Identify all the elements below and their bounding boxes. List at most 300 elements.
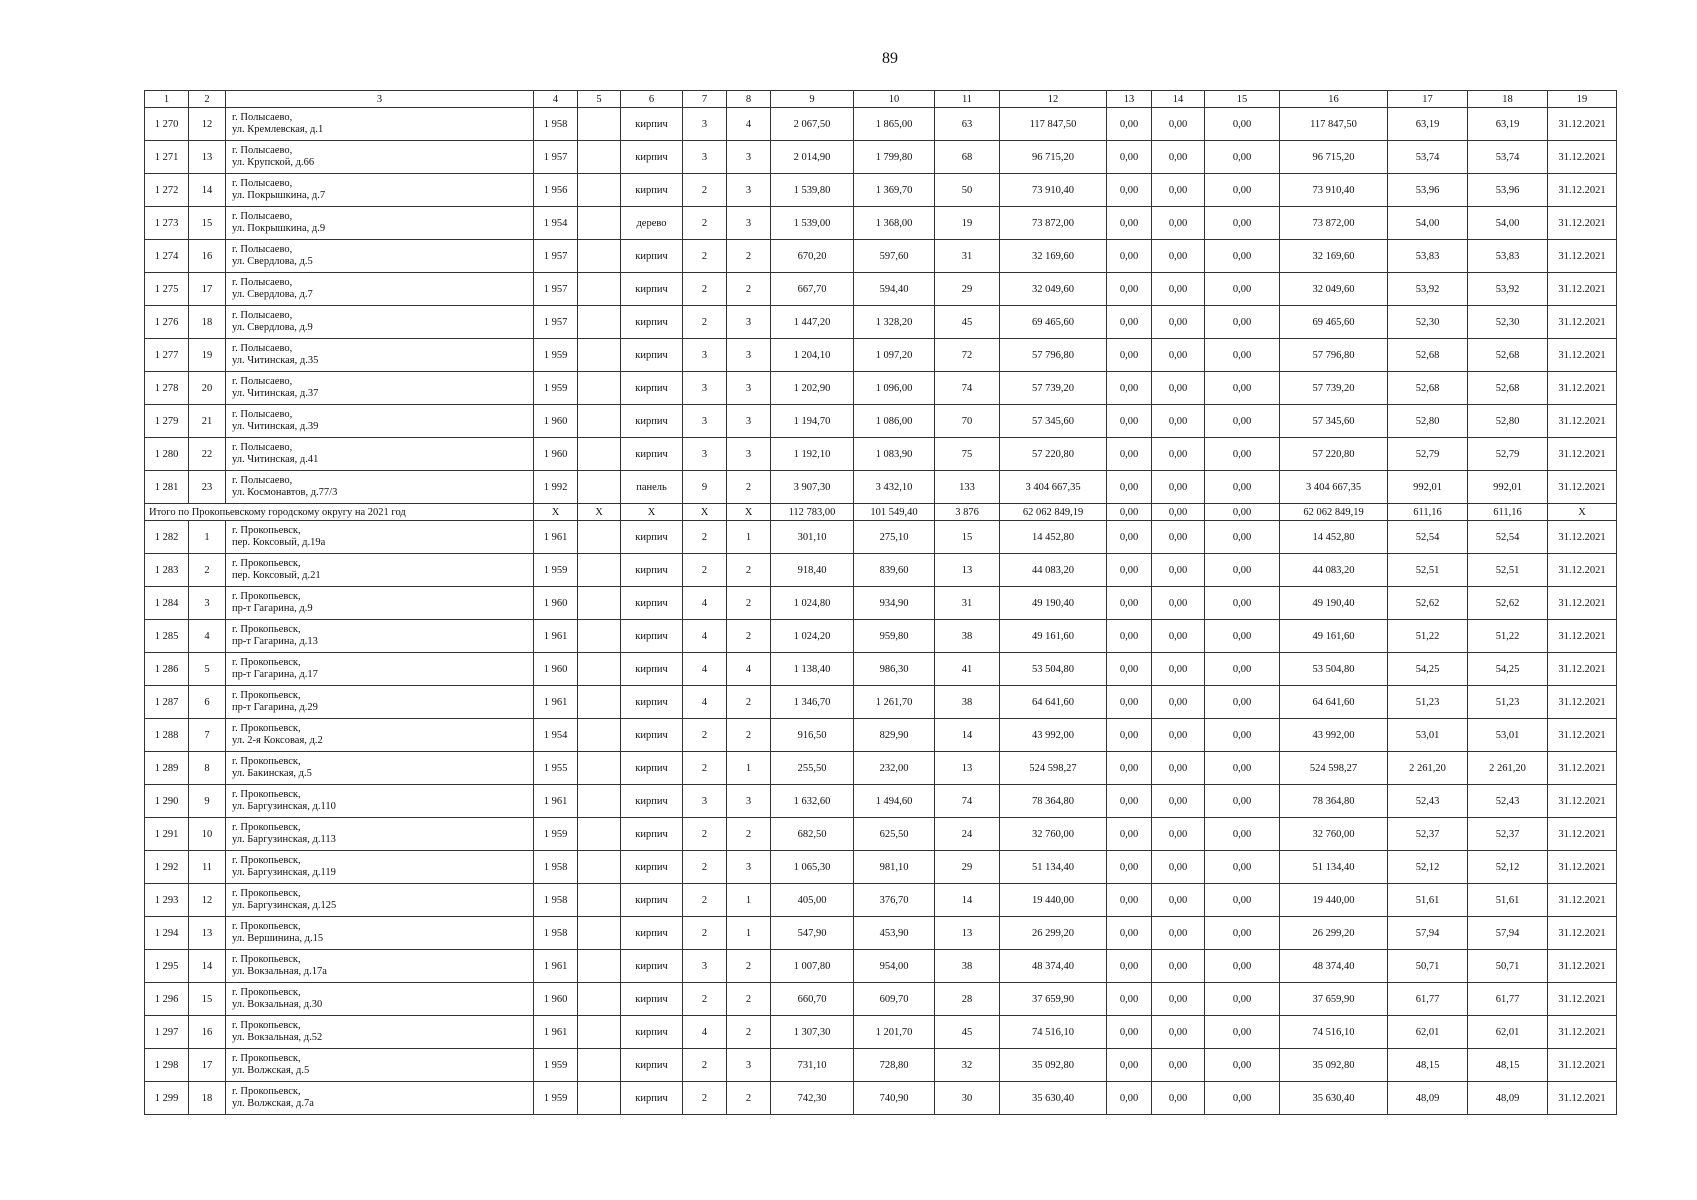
cell-c11: 19 — [935, 207, 1000, 240]
cell-c7: 2 — [683, 884, 727, 917]
cell-c18: 2 261,20 — [1468, 752, 1548, 785]
address-city: г. Полысаево, — [232, 211, 293, 222]
cell-c1: 1 286 — [145, 653, 189, 686]
table-row — [145, 306, 1617, 339]
address-city: г. Полысаево, — [232, 475, 293, 486]
cell-c13: 0,00 — [1107, 108, 1152, 141]
total-cell-c6: X — [621, 504, 683, 521]
cell-c11: 32 — [935, 1049, 1000, 1082]
cell-c13: 0,00 — [1107, 339, 1152, 372]
cell-c14: 0,00 — [1152, 372, 1205, 405]
cell-c4: 1 961 — [534, 620, 578, 653]
cell-c4: 1 959 — [534, 372, 578, 405]
table-row — [145, 405, 1617, 438]
cell-c7: 2 — [683, 240, 727, 273]
address-street: пр-т Гагарина, д.13 — [232, 636, 318, 647]
address-city: г. Прокопьевск, — [232, 624, 301, 635]
cell-c14: 0,00 — [1152, 719, 1205, 752]
cell-c13: 0,00 — [1107, 141, 1152, 174]
cell-c16: 117 847,50 — [1280, 108, 1388, 141]
cell-c1: 1 276 — [145, 306, 189, 339]
cell-c12: 73 872,00 — [1000, 207, 1107, 240]
cell-c13: 0,00 — [1107, 372, 1152, 405]
cell-address — [226, 471, 534, 504]
cell-c10: 986,30 — [854, 653, 935, 686]
cell-c9: 301,10 — [771, 521, 854, 554]
cell-c4: 1 958 — [534, 917, 578, 950]
cell-c2: 18 — [189, 1082, 226, 1115]
cell-c14: 0,00 — [1152, 339, 1205, 372]
cell-c12: 57 739,20 — [1000, 372, 1107, 405]
cell-c15: 0,00 — [1205, 372, 1280, 405]
cell-c7: 2 — [683, 917, 727, 950]
address-street: ул. Кремлевская, д.1 — [232, 124, 324, 135]
cell-c1: 1 292 — [145, 851, 189, 884]
table-row — [145, 752, 1617, 785]
cell-c19: 31.12.2021 — [1548, 752, 1617, 785]
total-cell-c7: X — [683, 504, 727, 521]
cell-c7: 4 — [683, 587, 727, 620]
cell-c16: 32 169,60 — [1280, 240, 1388, 273]
cell-c13: 0,00 — [1107, 686, 1152, 719]
cell-address — [226, 273, 534, 306]
cell-c13: 0,00 — [1107, 752, 1152, 785]
cell-address — [226, 240, 534, 273]
column-header-19: 19 — [1548, 91, 1617, 108]
cell-c11: 38 — [935, 686, 1000, 719]
cell-c1: 1 294 — [145, 917, 189, 950]
cell-c5 — [578, 174, 621, 207]
total-row — [145, 504, 1617, 521]
address-city: г. Прокопьевск, — [232, 888, 301, 899]
cell-c6: кирпич — [621, 653, 683, 686]
total-cell-c13: 0,00 — [1107, 504, 1152, 521]
cell-c9: 1 202,90 — [771, 372, 854, 405]
cell-c16: 69 465,60 — [1280, 306, 1388, 339]
cell-c13: 0,00 — [1107, 950, 1152, 983]
column-header-4: 4 — [534, 91, 578, 108]
cell-c13: 0,00 — [1107, 405, 1152, 438]
cell-c12: 96 715,20 — [1000, 141, 1107, 174]
address-street: ул. Свердлова, д.7 — [232, 289, 313, 300]
cell-c4: 1 960 — [534, 653, 578, 686]
cell-c16: 53 504,80 — [1280, 653, 1388, 686]
cell-c4: 1 954 — [534, 207, 578, 240]
cell-c11: 29 — [935, 851, 1000, 884]
table-body — [145, 91, 1617, 1115]
cell-c5 — [578, 141, 621, 174]
cell-c13: 0,00 — [1107, 174, 1152, 207]
cell-c7: 3 — [683, 141, 727, 174]
address-street: ул. Баргузинская, д.110 — [232, 801, 336, 812]
cell-c11: 41 — [935, 653, 1000, 686]
cell-c16: 48 374,40 — [1280, 950, 1388, 983]
column-header-16: 16 — [1280, 91, 1388, 108]
cell-c14: 0,00 — [1152, 785, 1205, 818]
cell-c18: 52,68 — [1468, 372, 1548, 405]
cell-c16: 57 345,60 — [1280, 405, 1388, 438]
cell-c19: 31.12.2021 — [1548, 141, 1617, 174]
cell-c4: 1 957 — [534, 240, 578, 273]
cell-c18: 52,68 — [1468, 339, 1548, 372]
cell-c4: 1 960 — [534, 405, 578, 438]
cell-address — [226, 306, 534, 339]
cell-address — [226, 405, 534, 438]
column-header-15: 15 — [1205, 91, 1280, 108]
cell-c2: 18 — [189, 306, 226, 339]
cell-c15: 0,00 — [1205, 620, 1280, 653]
cell-c6: кирпич — [621, 306, 683, 339]
cell-c18: 53,74 — [1468, 141, 1548, 174]
cell-c13: 0,00 — [1107, 884, 1152, 917]
cell-c6: кирпич — [621, 587, 683, 620]
cell-c16: 64 641,60 — [1280, 686, 1388, 719]
cell-c11: 75 — [935, 438, 1000, 471]
cell-c9: 1 024,80 — [771, 587, 854, 620]
cell-c17: 51,23 — [1388, 686, 1468, 719]
cell-c12: 524 598,27 — [1000, 752, 1107, 785]
register-table — [144, 90, 1617, 1115]
cell-c19: 31.12.2021 — [1548, 983, 1617, 1016]
cell-c19: 31.12.2021 — [1548, 818, 1617, 851]
cell-c12: 32 049,60 — [1000, 273, 1107, 306]
cell-c19: 31.12.2021 — [1548, 1082, 1617, 1115]
cell-c2: 4 — [189, 620, 226, 653]
address-street: ул. Читинская, д.37 — [232, 388, 319, 399]
cell-c2: 22 — [189, 438, 226, 471]
address-city: г. Полысаево, — [232, 145, 293, 156]
cell-c9: 1 194,70 — [771, 405, 854, 438]
cell-c10: 1 368,00 — [854, 207, 935, 240]
total-cell-c14: 0,00 — [1152, 504, 1205, 521]
cell-c8: 3 — [727, 851, 771, 884]
cell-c10: 1 097,20 — [854, 339, 935, 372]
cell-c10: 1 494,60 — [854, 785, 935, 818]
cell-address — [226, 372, 534, 405]
cell-c8: 2 — [727, 240, 771, 273]
address-city: г. Полысаево, — [232, 376, 293, 387]
cell-c1: 1 289 — [145, 752, 189, 785]
cell-c14: 0,00 — [1152, 273, 1205, 306]
cell-c7: 2 — [683, 273, 727, 306]
cell-c12: 48 374,40 — [1000, 950, 1107, 983]
address-street: ул. Вокзальная, д.30 — [232, 999, 323, 1010]
address-street: ул. Читинская, д.35 — [232, 355, 319, 366]
cell-c17: 52,54 — [1388, 521, 1468, 554]
cell-c18: 54,00 — [1468, 207, 1548, 240]
cell-c16: 19 440,00 — [1280, 884, 1388, 917]
cell-c4: 1 957 — [534, 306, 578, 339]
cell-c17: 52,51 — [1388, 554, 1468, 587]
cell-c8: 2 — [727, 620, 771, 653]
cell-c7: 2 — [683, 306, 727, 339]
cell-c5 — [578, 438, 621, 471]
column-number-row — [145, 91, 1617, 108]
cell-c9: 1 447,20 — [771, 306, 854, 339]
table-row — [145, 818, 1617, 851]
address-city: г. Прокопьевск, — [232, 690, 301, 701]
cell-c15: 0,00 — [1205, 1049, 1280, 1082]
cell-c4: 1 958 — [534, 108, 578, 141]
address-street: пер. Коксовый, д.19а — [232, 537, 326, 548]
cell-c13: 0,00 — [1107, 1082, 1152, 1115]
address-city: г. Прокопьевск, — [232, 591, 301, 602]
cell-c10: 609,70 — [854, 983, 935, 1016]
table-row — [145, 240, 1617, 273]
cell-c10: 1 799,80 — [854, 141, 935, 174]
cell-c11: 45 — [935, 306, 1000, 339]
cell-c8: 3 — [727, 306, 771, 339]
cell-c2: 16 — [189, 1016, 226, 1049]
cell-c5 — [578, 240, 621, 273]
address-city: г. Полысаево, — [232, 310, 293, 321]
cell-c2: 13 — [189, 917, 226, 950]
cell-c6: кирпич — [621, 851, 683, 884]
cell-c15: 0,00 — [1205, 405, 1280, 438]
cell-c7: 3 — [683, 372, 727, 405]
cell-c2: 13 — [189, 141, 226, 174]
cell-c9: 1 307,30 — [771, 1016, 854, 1049]
address-city: г. Полысаево, — [232, 178, 293, 189]
cell-address — [226, 917, 534, 950]
cell-c14: 0,00 — [1152, 405, 1205, 438]
column-header-13: 13 — [1107, 91, 1152, 108]
cell-c4: 1 956 — [534, 174, 578, 207]
total-cell-c16: 62 062 849,19 — [1280, 504, 1388, 521]
cell-c12: 19 440,00 — [1000, 884, 1107, 917]
cell-c12: 73 910,40 — [1000, 174, 1107, 207]
address-city: г. Прокопьевск, — [232, 657, 301, 668]
cell-address — [226, 752, 534, 785]
cell-address — [226, 686, 534, 719]
cell-c9: 2 067,50 — [771, 108, 854, 141]
cell-address — [226, 521, 534, 554]
cell-c19: 31.12.2021 — [1548, 1016, 1617, 1049]
cell-c17: 48,09 — [1388, 1082, 1468, 1115]
cell-c1: 1 288 — [145, 719, 189, 752]
cell-c9: 682,50 — [771, 818, 854, 851]
cell-c8: 1 — [727, 752, 771, 785]
cell-c4: 1 954 — [534, 719, 578, 752]
cell-c7: 9 — [683, 471, 727, 504]
cell-c13: 0,00 — [1107, 851, 1152, 884]
cell-c17: 52,37 — [1388, 818, 1468, 851]
cell-c17: 52,62 — [1388, 587, 1468, 620]
column-header-10: 10 — [854, 91, 935, 108]
cell-c6: кирпич — [621, 785, 683, 818]
cell-c17: 62,01 — [1388, 1016, 1468, 1049]
table-row — [145, 620, 1617, 653]
cell-c1: 1 291 — [145, 818, 189, 851]
cell-c16: 57 739,20 — [1280, 372, 1388, 405]
cell-c8: 2 — [727, 818, 771, 851]
column-header-2: 2 — [189, 91, 226, 108]
cell-c16: 78 364,80 — [1280, 785, 1388, 818]
cell-c7: 2 — [683, 1049, 727, 1082]
cell-c10: 1 083,90 — [854, 438, 935, 471]
cell-c9: 918,40 — [771, 554, 854, 587]
cell-c1: 1 298 — [145, 1049, 189, 1082]
cell-c5 — [578, 785, 621, 818]
cell-c5 — [578, 372, 621, 405]
cell-c6: кирпич — [621, 752, 683, 785]
address-city: г. Прокопьевск, — [232, 723, 301, 734]
cell-address — [226, 1016, 534, 1049]
cell-c5 — [578, 983, 621, 1016]
cell-c13: 0,00 — [1107, 240, 1152, 273]
cell-c18: 52,12 — [1468, 851, 1548, 884]
cell-c10: 959,80 — [854, 620, 935, 653]
cell-c11: 31 — [935, 587, 1000, 620]
cell-c10: 740,90 — [854, 1082, 935, 1115]
cell-c4: 1 958 — [534, 884, 578, 917]
cell-c16: 3 404 667,35 — [1280, 471, 1388, 504]
address-street: ул. Баргузинская, д.125 — [232, 900, 337, 911]
cell-c12: 57 796,80 — [1000, 339, 1107, 372]
address-street: ул. Волжская, д.7а — [232, 1098, 314, 1109]
cell-c15: 0,00 — [1205, 471, 1280, 504]
address-street: пр-т Гагарина, д.9 — [232, 603, 313, 614]
cell-c8: 2 — [727, 686, 771, 719]
address-city: г. Прокопьевск, — [232, 822, 301, 833]
total-cell-c9: 112 783,00 — [771, 504, 854, 521]
cell-c19: 31.12.2021 — [1548, 174, 1617, 207]
table-row — [145, 471, 1617, 504]
column-header-1: 1 — [145, 91, 189, 108]
address-city: г. Прокопьевск, — [232, 1086, 301, 1097]
cell-c5 — [578, 950, 621, 983]
address-street: ул. 2-я Коксовая, д.2 — [232, 735, 323, 746]
cell-c10: 728,80 — [854, 1049, 935, 1082]
cell-c11: 133 — [935, 471, 1000, 504]
cell-c8: 1 — [727, 917, 771, 950]
cell-c2: 17 — [189, 273, 226, 306]
cell-c2: 2 — [189, 554, 226, 587]
cell-c17: 51,61 — [1388, 884, 1468, 917]
table-row — [145, 521, 1617, 554]
cell-c5 — [578, 1049, 621, 1082]
cell-c7: 3 — [683, 785, 727, 818]
cell-c19: 31.12.2021 — [1548, 240, 1617, 273]
cell-c2: 21 — [189, 405, 226, 438]
cell-c6: панель — [621, 471, 683, 504]
cell-c9: 1 539,80 — [771, 174, 854, 207]
cell-c12: 32 760,00 — [1000, 818, 1107, 851]
column-header-17: 17 — [1388, 91, 1468, 108]
cell-c19: 31.12.2021 — [1548, 306, 1617, 339]
cell-c19: 31.12.2021 — [1548, 851, 1617, 884]
column-header-6: 6 — [621, 91, 683, 108]
cell-c11: 13 — [935, 752, 1000, 785]
cell-address — [226, 1049, 534, 1082]
cell-c14: 0,00 — [1152, 174, 1205, 207]
address-street: ул. Вокзальная, д.52 — [232, 1032, 323, 1043]
cell-c15: 0,00 — [1205, 686, 1280, 719]
cell-c5 — [578, 587, 621, 620]
cell-c17: 51,22 — [1388, 620, 1468, 653]
cell-c19: 31.12.2021 — [1548, 471, 1617, 504]
cell-c1: 1 285 — [145, 620, 189, 653]
cell-c12: 74 516,10 — [1000, 1016, 1107, 1049]
address-city: г. Полысаево, — [232, 409, 293, 420]
cell-c12: 57 345,60 — [1000, 405, 1107, 438]
cell-c2: 1 — [189, 521, 226, 554]
cell-c9: 1 632,60 — [771, 785, 854, 818]
cell-c4: 1 960 — [534, 983, 578, 1016]
cell-c1: 1 272 — [145, 174, 189, 207]
cell-c5 — [578, 207, 621, 240]
cell-c4: 1 958 — [534, 851, 578, 884]
cell-c2: 10 — [189, 818, 226, 851]
cell-c9: 1 065,30 — [771, 851, 854, 884]
cell-c5 — [578, 686, 621, 719]
cell-address — [226, 108, 534, 141]
total-cell-c17: 611,16 — [1388, 504, 1468, 521]
cell-c6: кирпич — [621, 1016, 683, 1049]
cell-c1: 1 281 — [145, 471, 189, 504]
cell-c15: 0,00 — [1205, 207, 1280, 240]
cell-c9: 670,20 — [771, 240, 854, 273]
cell-c11: 15 — [935, 521, 1000, 554]
cell-c6: кирпич — [621, 917, 683, 950]
cell-c14: 0,00 — [1152, 587, 1205, 620]
cell-c17: 63,19 — [1388, 108, 1468, 141]
cell-c16: 73 910,40 — [1280, 174, 1388, 207]
cell-c17: 52,12 — [1388, 851, 1468, 884]
cell-c6: кирпич — [621, 620, 683, 653]
table-row — [145, 141, 1617, 174]
cell-c10: 1 328,20 — [854, 306, 935, 339]
cell-c18: 52,54 — [1468, 521, 1548, 554]
cell-c8: 2 — [727, 1082, 771, 1115]
cell-c8: 2 — [727, 471, 771, 504]
address-street: ул. Читинская, д.41 — [232, 454, 319, 465]
cell-c4: 1 959 — [534, 818, 578, 851]
cell-c19: 31.12.2021 — [1548, 405, 1617, 438]
cell-c15: 0,00 — [1205, 917, 1280, 950]
cell-c19: 31.12.2021 — [1548, 719, 1617, 752]
cell-c6: кирпич — [621, 950, 683, 983]
cell-c14: 0,00 — [1152, 521, 1205, 554]
cell-address — [226, 983, 534, 1016]
cell-c12: 37 659,90 — [1000, 983, 1107, 1016]
cell-c10: 981,10 — [854, 851, 935, 884]
cell-c8: 3 — [727, 141, 771, 174]
address-street: ул. Вершинина, д.15 — [232, 933, 324, 944]
cell-c11: 74 — [935, 372, 1000, 405]
cell-c13: 0,00 — [1107, 1016, 1152, 1049]
cell-c10: 597,60 — [854, 240, 935, 273]
cell-c15: 0,00 — [1205, 521, 1280, 554]
table-row — [145, 339, 1617, 372]
cell-c11: 38 — [935, 950, 1000, 983]
table-row — [145, 785, 1617, 818]
cell-c7: 2 — [683, 1082, 727, 1115]
cell-c17: 52,68 — [1388, 339, 1468, 372]
cell-c2: 5 — [189, 653, 226, 686]
cell-c5 — [578, 884, 621, 917]
cell-c18: 52,51 — [1468, 554, 1548, 587]
cell-c17: 54,25 — [1388, 653, 1468, 686]
cell-c12: 49 190,40 — [1000, 587, 1107, 620]
cell-c6: кирпич — [621, 521, 683, 554]
cell-c5 — [578, 339, 621, 372]
address-city: г. Прокопьевск, — [232, 987, 301, 998]
cell-c11: 13 — [935, 917, 1000, 950]
cell-address — [226, 141, 534, 174]
cell-c1: 1 296 — [145, 983, 189, 1016]
cell-c9: 667,70 — [771, 273, 854, 306]
